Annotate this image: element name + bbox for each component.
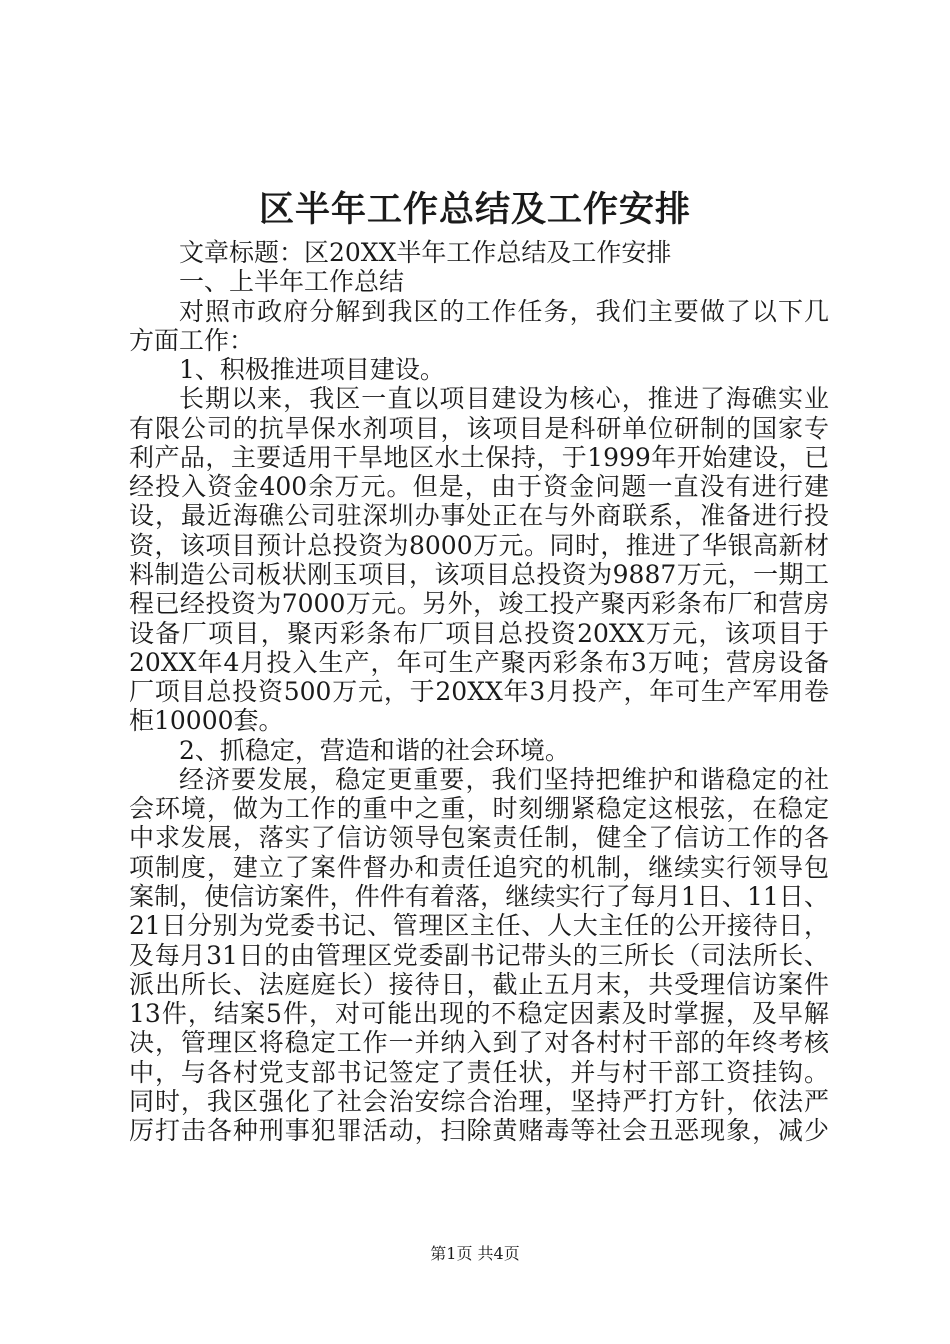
text-line: 有限公司的抗旱保水剂项目，该项目是科研单位研制的国家专	[129, 413, 829, 443]
text-line: 及每月31日的由管理区党委副书记带头的三所长（司法所长、	[129, 940, 829, 970]
text-line: 设备厂项目，聚丙彩条布厂项目总投资20XX万元，该项目于	[129, 618, 829, 648]
document-title: 区半年工作总结及工作安排	[258, 189, 691, 230]
text-line: 派出所长、法庭庭长）接待日，截止五月末，共受理信访案件	[129, 969, 829, 999]
text-line: 资，该项目预计总投资为8000万元。同时，推进了华银高新材	[129, 530, 829, 560]
text-line: 对照市政府分解到我区的工作任务，我们主要做了以下几	[179, 296, 829, 326]
text-line: 13件，结案5件，对可能出现的不稳定因素及时掌握，及早解	[129, 999, 829, 1028]
text-line: 厉打击各种刑事犯罪活动，扫除黄赌毒等社会丑恶现象，减少	[129, 1116, 829, 1146]
text-line: 中，与各村党支部书记签定了责任状，并与村干部工资挂钩。	[129, 1057, 829, 1087]
text-line: 21日分别为党委书记、管理区主任、人大主任的公开接待日，	[129, 911, 829, 941]
text-line: 经济要发展，稳定更重要，我们坚持把维护和谐稳定的社	[179, 764, 829, 794]
text-line: 厂项目总投资500万元，于20XX年3月投产，年可生产军用卷	[129, 677, 829, 706]
text-line: 决，管理区将稳定工作一并纳入到了对各村村干部的年终考核	[129, 1028, 829, 1058]
text-line: 柜10000套。	[129, 706, 284, 736]
text-line: 中求发展，落实了信访领导包案责任制，健全了信访工作的各	[129, 823, 829, 853]
text-line: 同时，我区强化了社会治安综合治理，坚持严打方针，依法严	[129, 1086, 829, 1116]
text-line: 2、抓稳定，营造和谐的社会环境。	[179, 735, 570, 765]
text-line: 文章标题：区20XX半年工作总结及工作安排	[179, 238, 672, 267]
text-line: 程已经投资为7000万元。另外，竣工投产聚丙彩条布厂和营房	[129, 589, 829, 619]
text-line: 经投入资金400余万元。但是，由于资金问题一直没有进行建	[129, 472, 829, 502]
text-line: 长期以来，我区一直以项目建设为核心，推进了海礁实业	[179, 384, 829, 414]
text-line: 一、上半年工作总结	[179, 267, 405, 297]
text-line: 1、积极推进项目建设。	[179, 355, 445, 385]
text-line: 项制度，建立了案件督办和责任追究的机制，继续实行领导包	[129, 852, 829, 882]
text-line: 利产品，主要适用干旱地区水土保持，于1999年开始建设，已	[129, 442, 829, 472]
text-line: 料制造公司板状刚玉项目，该项目总投资为9887万元，一期工	[129, 560, 829, 589]
text-line: 会环境，做为工作的重中之重，时刻绷紧稳定这根弦，在稳定	[129, 794, 829, 824]
text-line: 设，最近海礁公司驻深圳办事处正在与外商联系，准备进行投	[129, 501, 829, 531]
text-line: 方面工作：	[129, 325, 255, 355]
page-number: 第1页 共4页	[430, 1244, 520, 1263]
text-line: 20XX年4月投入生产，年可生产聚丙彩条布3万吨；营房设备	[129, 647, 829, 677]
text-line: 案制，使信访案件，件件有着落，继续实行了每月1日、11日、	[129, 881, 829, 911]
